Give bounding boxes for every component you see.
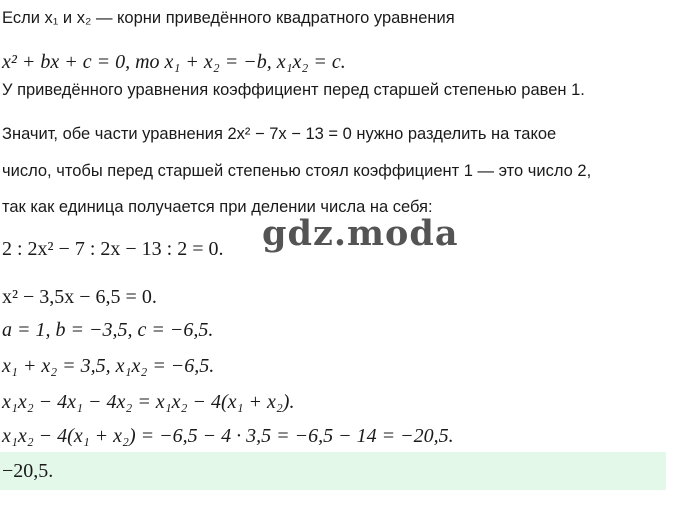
paragraph-leading-coefficient: У приведённого уравнения коэффициент перед старшей степенью равен 1. [2,81,585,99]
equation-divided: 2 : 2x² − 7 : 2x − 13 : 2 = 0. [2,238,224,260]
answer-highlight [0,452,666,490]
watermark-logo: gdz.moda [262,213,459,254]
paragraph-number-two: число, чтобы перед старшей степенью стоял коэффициент 1 — это число 2, [2,162,592,180]
answer-value: −20,5. [2,460,54,482]
paragraph-division-reason: так как единица получается при делении числа на себя: [2,198,433,216]
equation-coefficients: a = 1, b = −3,5, c = −6,5. [2,319,214,341]
equation-vieta-values: x₁ + x₂ = 3,5, x₁x₂ = −6,5. [2,355,215,377]
paragraph-divide-equation: Значит, обе части уравнения 2x² − 7x − 13 = 0 нужно разделить на такое [2,125,557,143]
equation-computation: x₁x₂ − 4(x₁ + x₂) = −6,5 − 4 · 3,5 = −6,5 − 14 = −20,5. [2,425,454,447]
equation-factored: x₁x₂ − 4x₁ − 4x₂ = x₁x₂ − 4(x₁ + x₂). [2,391,295,413]
equation-reduced: x² − 3,5x − 6,5 = 0. [2,286,157,308]
vieta-formula: x² + bx + c = 0, то x₁ + x₂ = −b, x₁x₂ = c. [2,51,346,73]
paragraph-roots-definition: Если x₁ и x₂ — корни приведённого квадратного уравнения [2,9,455,27]
